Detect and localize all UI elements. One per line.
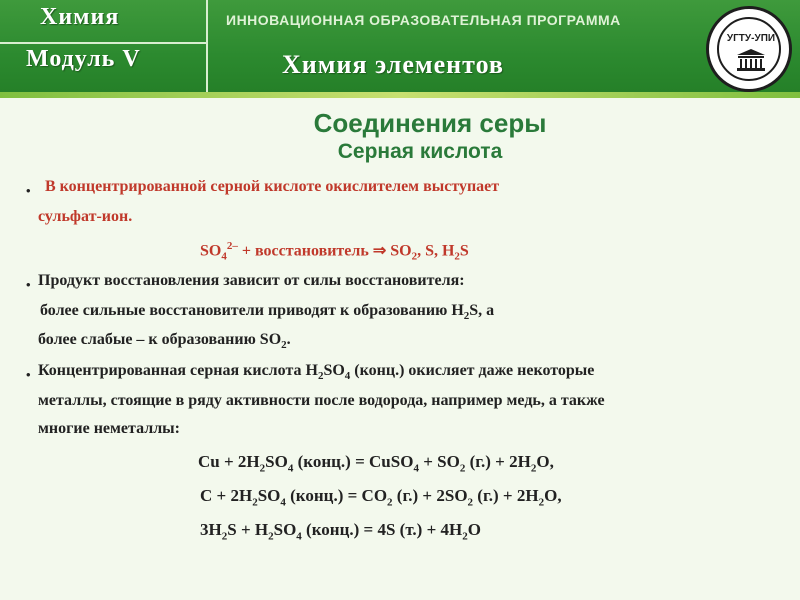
eq3-sub: 2 [462,530,468,543]
eq1-sub: 2 [259,462,266,475]
eq1-sub: 2 [459,462,466,475]
eq2-sub: 2 [538,496,545,509]
scheme-so2-sub: 2 [411,250,418,263]
eq1-part: (г.) + 2H [465,452,531,471]
university-logo [706,6,792,92]
equation-hydrogen-sulfide [200,520,481,542]
eq1-part: Cu + 2H [198,452,260,471]
logo-text: УГТУ-УПИ [726,33,776,44]
program-title: ИННОВАЦИОННАЯ ОБРАЗОВАТЕЛЬНАЯ ПРОГРАММА [226,12,621,28]
so2-subscript: 2 [281,339,287,352]
arrow-icon: ⇒ [372,242,387,260]
scheme-so4-charge: 2– [226,240,238,252]
bullet3-text-b: SO [323,362,345,379]
scheme-h2s-end: S [459,242,469,260]
eq3-part: 3H [200,520,222,539]
eq2-sub: 2 [252,496,258,509]
eq2-part: O, [544,486,562,505]
h2so4-sub-h: 2 [317,370,324,383]
equation-copper [198,452,554,474]
h2so4-sub-o: 4 [344,370,351,383]
scheme-h2s-sub: 2 [454,250,460,263]
building-icon [735,49,767,71]
eq1-part: (конц.) = CuSO [293,452,414,471]
bullet2-line3 [38,331,291,351]
eq1-sub: 2 [530,462,537,475]
bullet-marker: • [26,367,31,382]
scheme-so4-sub: 4 [221,250,227,263]
scheme-s-h: , S, H [417,242,455,260]
bullet2-line2-text: более сильные восстановители приводят к образованию H [40,302,464,319]
scheme-so4: SO [200,242,222,260]
bullet-marker: • [26,183,31,198]
scheme-so2: SO [386,242,412,260]
eq3-part: S + H [227,520,269,539]
eq2-part: (г.) + 2SO [392,486,468,505]
eq1-sub: 4 [287,462,294,475]
bullet3-line2: металлы, стоящие в ряду активности после водорода, например медь, а также [38,392,605,409]
equation-carbon [200,486,562,508]
bullet3-line1 [38,362,594,382]
h2s-subscript: 2 [463,310,470,323]
bullet1-line1: В концентрированной серной кислоте окислителем выступает [45,178,500,195]
eq3-part: (конц.) = 4S (т.) + 4H [301,520,463,539]
bullet2-line1: Продукт восстановления зависит от силы восстановителя: [38,272,465,289]
module-title: Модуль V [26,46,141,72]
bullet2-line3-end: . [286,331,291,348]
eq1-part: O, [536,452,554,471]
bullet3-text-a: Концентрированная серная кислота H [38,362,318,379]
logo-ring [717,17,781,81]
bullet1-line2: сульфат-ион. [38,208,133,225]
eq1-part: SO [265,452,288,471]
eq2-sub: 2 [387,496,393,509]
eq2-sub: 2 [467,496,474,509]
header-divider-horizontal [0,42,206,44]
header-banner [0,0,800,92]
section-title: Химия элементов [282,50,504,79]
eq2-part: (конц.) = CO [285,486,388,505]
eq1-sub: 4 [413,462,419,475]
eq3-sub: 2 [268,530,274,543]
reduction-scheme [200,240,469,263]
eq1-part: + SO [418,452,460,471]
bullet3-text-c: (конц.) окисляет даже некоторые [350,362,595,379]
eq2-sub: 4 [280,496,286,509]
slide-subtitle: Серная кислота [337,140,503,163]
scheme-reducer: + восстановитель [237,242,373,260]
bullet2-line3-text: более слабые – к образованию SO [38,331,282,348]
bullet3-line3: многие неметаллы: [38,420,180,437]
course-title: Химия [40,4,120,30]
eq3-sub: 2 [221,530,228,543]
bullet-marker: • [26,277,31,292]
eq2-part: SO [257,486,281,505]
slide-title: Соединения серы [313,108,547,138]
bullet2-line2-end: S, а [469,302,495,319]
eq3-sub: 4 [296,530,302,543]
eq2-part: (г.) + 2H [473,486,539,505]
header-divider-vertical [206,0,208,92]
bullet2-line2 [40,302,494,322]
eq2-part: C + 2H [200,486,253,505]
eq3-part: SO [273,520,297,539]
header-accent-bar [0,92,800,98]
eq3-part: O [467,520,481,539]
